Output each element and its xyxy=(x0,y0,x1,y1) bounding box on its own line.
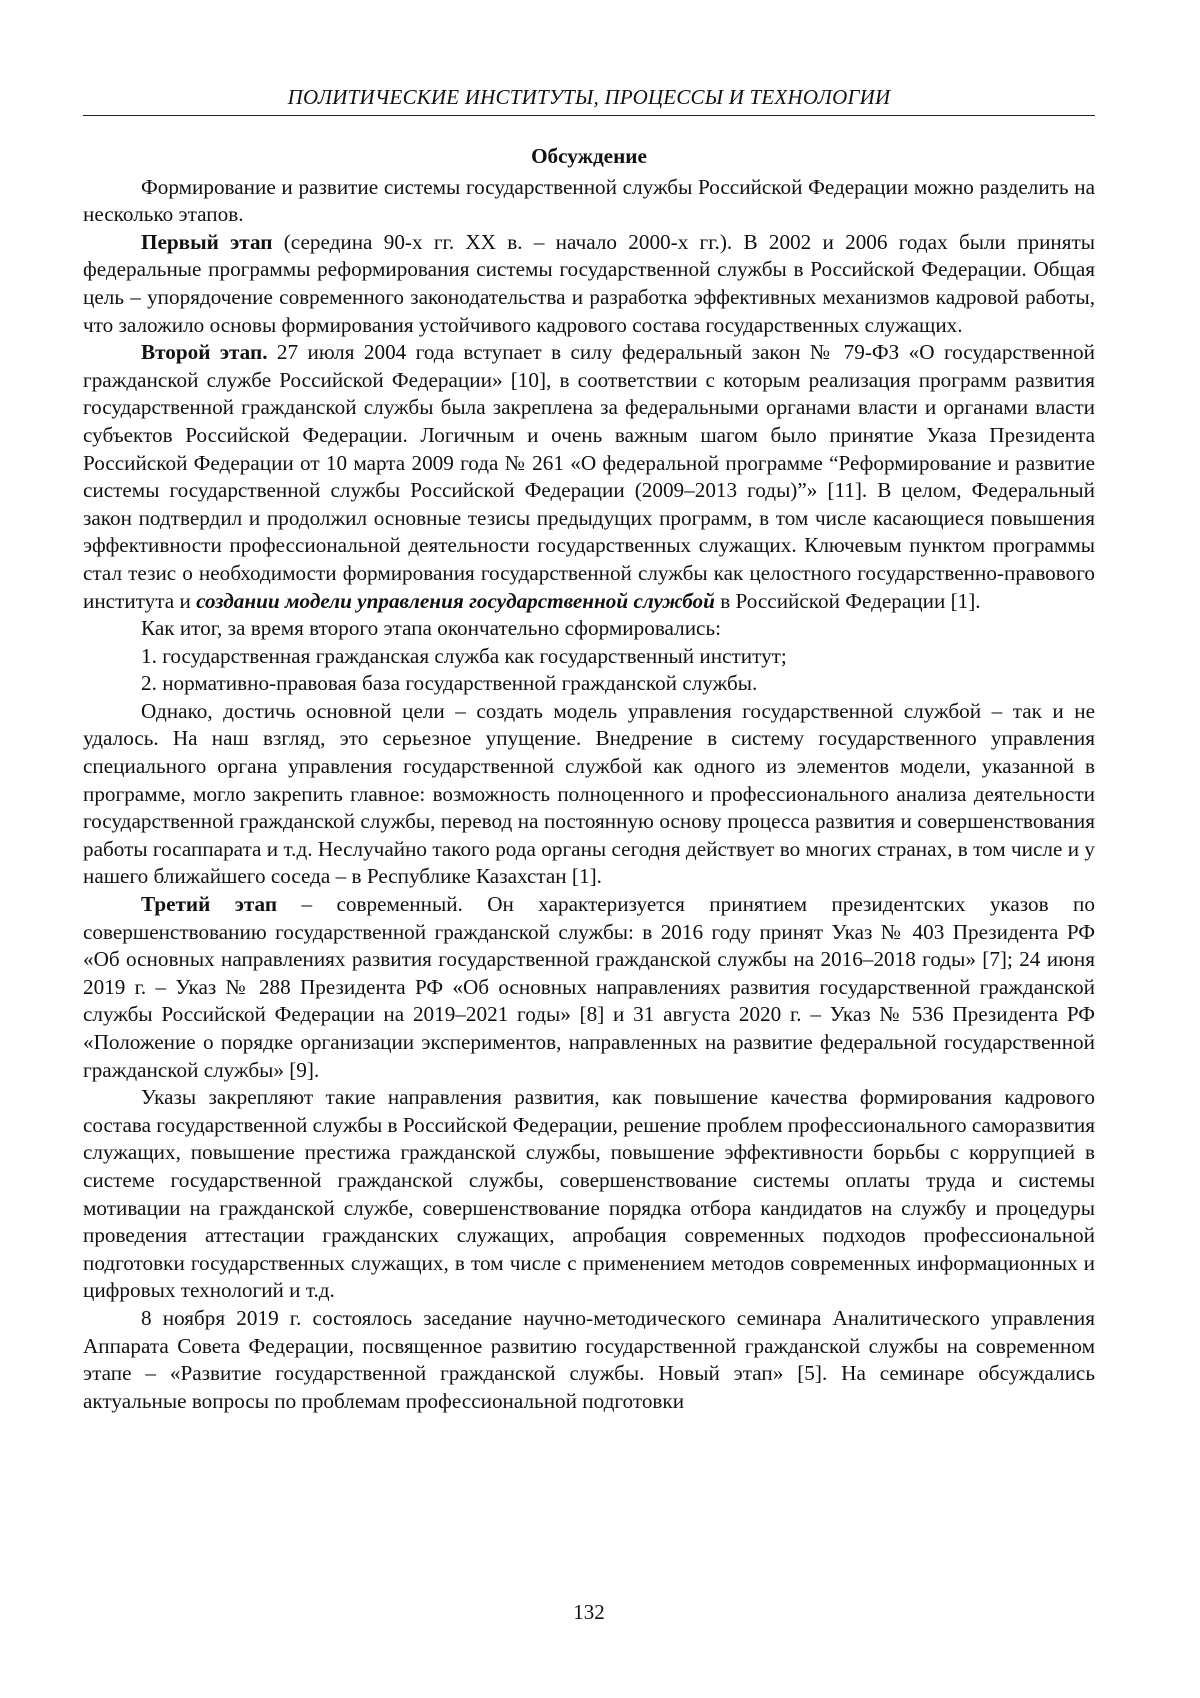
third-stage-text: – современный. Он характеризуется принятием президентских указов по совершенствованию государственной гражданской службы: в 2016 году принят Указ № 403 Президента РФ «Об основных направлениях развития государственной гражданской службы на 2016–2018 годы» [7]; 24 июня 2019 г. – Указ № 288 Президента РФ «Об основных направлениях развития государственной гражданской службы Российской Федерации на 2019–2021 годы» [8] и 31 августа 2020 г. – Указ № 536 Президента РФ «Положение о порядке организации экспериментов, направленных на развитие федеральной государственной гражданской службы» [9]. xyxy=(83,892,1095,1082)
header-rule xyxy=(83,115,1095,116)
paragraph-third-stage xyxy=(83,891,1095,1084)
paragraph-intro: Формирование и развитие системы государственной службы Российской Федерации можно разделить на несколько этапов. xyxy=(83,174,1095,229)
body-text xyxy=(83,143,1095,1415)
first-stage-text: (середина 90-х гг. XX в. – начало 2000-х гг.). В 2002 и 2006 годах были приняты федеральные программы реформирования системы государственной службы в Российской Федерации. Общая цель – упорядочение современного законодательства и разработка эффективных механизмов кадровой работы, что заложило основы формирования устойчивого кадрового состава государственных служащих. xyxy=(83,230,1095,337)
document-page xyxy=(83,0,1095,1698)
paragraph-second-stage xyxy=(83,339,1095,615)
page-number: 132 xyxy=(83,1600,1095,1625)
paragraph-decrees: Указы закрепляют такие направления развития, как повышение качества формирования кадрового состава государственной службы в Российской Федерации, решение проблем профессионального саморазвития служащих, повышение престижа гражданской службы, повышение эффективности борьбы с коррупцией в системе государственной гражданской службы, совершенствование системы оплаты труда и системы мотивации на гражданской службе, совершенствование порядка отбора кандидатов на службу и процедуры проведения аттестации гражданских служащих, апробация современных подходов профессиональной подготовки государственных служащих, в том числе с применением методов современных информационных и цифровых технологий и т.д. xyxy=(83,1084,1095,1305)
third-stage-lead: Третий этап xyxy=(141,892,277,916)
second-stage-tail: в Российской Федерации [1]. xyxy=(715,589,981,613)
list-item: 1. государственная гражданская служба как государственный институт; xyxy=(83,643,1095,671)
paragraph-seminar: 8 ноября 2019 г. состоялось заседание научно-методического семинара Аналитического управления Аппарата Совета Федерации, посвященное развитию государственной гражданской службы на современном этапе – «Развитие государственной гражданской службы. Новый этап» [5]. На семинаре обсуждались актуальные вопросы по проблемам профессиональной подготовки xyxy=(83,1305,1095,1415)
paragraph-however: Однако, достичь основной цели – создать модель управления государственной службой – так и не удалось. На наш взгляд, это серьезное упущение. Внедрение в систему государственного управления специального органа управления государственной службой как одного из элементов модели, указанной в программе, могло закрепить главное: возможность полноценного и профессионального анализа деятельности государственной гражданской службы, перевод на постоянную основу процесса развития и совершенствования работы госаппарата и т.д. Неслучайно такого рода органы сегодня действует во многих странах, в том числе и у нашего ближайшего соседа – в Республике Казахстан [1]. xyxy=(83,698,1095,891)
running-head: ПОЛИТИЧЕСКИЕ ИНСТИТУТЫ, ПРОЦЕССЫ И ТЕХНОЛОГИИ xyxy=(83,84,1095,110)
second-stage-emphasis: создании модели управления государственной службой xyxy=(196,589,715,613)
first-stage-lead: Первый этап xyxy=(141,230,272,254)
list-item: 2. нормативно-правовая база государственной гражданской службы. xyxy=(83,670,1095,698)
second-stage-text: 27 июля 2004 года вступает в силу федеральный закон № 79-ФЗ «О государственной гражданской службе Российской Федерации» [10], в соответствии с которым реализация программ развития государственной гражданской службы была закреплена за федеральными органами власти и органами власти субъектов Российской Федерации. Логичным и очень важным шагом было принятие Указа Президента Российской Федерации от 10 марта 2009 года № 261 «О федеральной программе “Реформирование и развитие системы государственной службы Российской Федерации (2009–2013 годы)”» [11]. В целом, Федеральный закон подтвердил и продолжил основные тезисы предыдущих программ, в том числе касающиеся повышения эффективности профессиональной деятельности государственных служащих. Ключевым пунктом программы стал тезис о необходимости формирования государственной службы как целостного государственно-правового института и xyxy=(83,340,1095,612)
paragraph-first-stage xyxy=(83,229,1095,339)
section-title: Обсуждение xyxy=(83,143,1095,171)
second-stage-lead: Второй этап. xyxy=(141,340,268,364)
paragraph-result-intro: Как итог, за время второго этапа окончательно сформировались: xyxy=(83,615,1095,643)
